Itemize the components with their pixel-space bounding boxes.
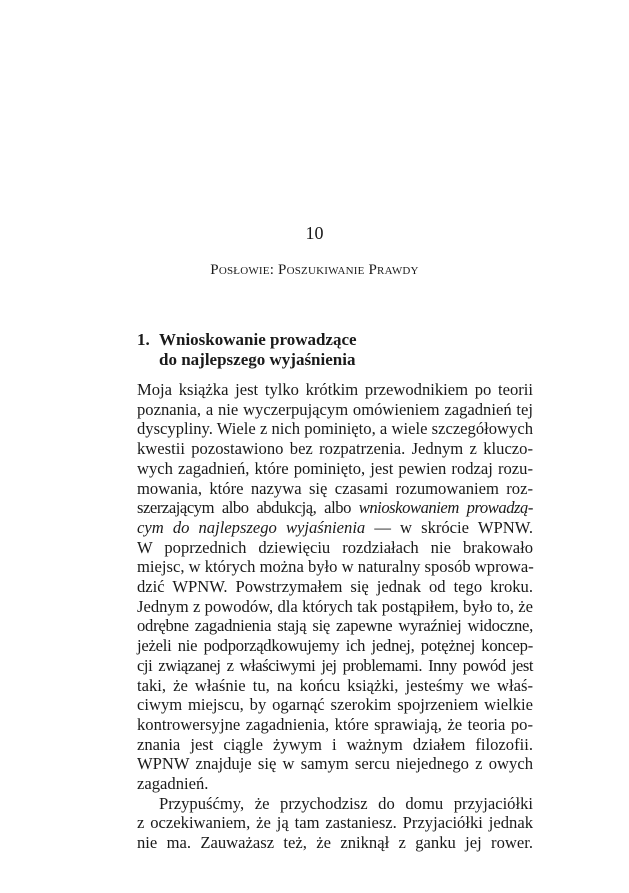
text-line: taki, że właśnie tu, na końcu książki, jesteśmy we właś- xyxy=(137,675,533,695)
text-line: znania jest ciągle żywym i ważnym działem filozofii. xyxy=(137,734,533,754)
text-line xyxy=(137,518,533,538)
text-line: WPNW znajduje się w samym sercu niejednego z owych xyxy=(137,754,533,774)
section-heading xyxy=(137,330,557,370)
text-line: W poprzednich dziewięciu rozdziałach nie brakowało xyxy=(137,537,533,557)
text-line: wych zagadnień, które pominięto, jest pewien rodzaj rozu- xyxy=(137,458,533,478)
text-line: Przypuśćmy, że przychodzisz do domu przyjaciółki xyxy=(159,793,533,813)
text-line: cji związanej z właściwymi jej problemami. Inny powód jest xyxy=(137,655,533,675)
section-number: 1. xyxy=(137,330,150,349)
section-title-line-1: Wnioskowanie prowadzące xyxy=(159,330,357,349)
text-line: jeżeli nie podporządkowujemy ich jednej, potężnej koncep- xyxy=(137,636,533,656)
text-line: z oczekiwaniem, że ją tam zastaniesz. Przyjaciółki jednak xyxy=(137,813,533,833)
text-line: mowania, które nazywa się czasami rozumowaniem roz- xyxy=(137,478,533,498)
text-line: odrębne zagadnienia stają się zapewne wyraźniej widoczne, xyxy=(137,616,533,636)
chapter-number: 10 xyxy=(305,223,324,243)
section-title-line-2: do najlepszego wyjaśnienia xyxy=(159,350,356,369)
emphasis-text: wnioskowaniem prowadzą- xyxy=(358,498,533,518)
text-segment: — w skrócie WPNW. xyxy=(365,517,533,537)
text-segment: szerzającym albo abdukcją, albo xyxy=(137,498,359,518)
text-line: dzić WPNW. Powstrzymałem się jednak od tego kroku. xyxy=(137,577,533,597)
body-text xyxy=(137,380,533,853)
text-line: dyscypliny. Wiele z nich pominięto, a wiele szczegółowych xyxy=(137,419,533,439)
text-line: Jednym z powodów, dla których tak postąpiłem, było to, że xyxy=(137,596,533,616)
text-line: Moja książka jest tylko krótkim przewodnikiem po teorii xyxy=(137,380,533,399)
text-line: miejsc, w których można było w naturalny sposób wprowa- xyxy=(137,557,534,577)
text-line: nie ma. Zauważasz też, że zniknął z ganku jej rower. xyxy=(137,833,533,853)
text-line: kontrowersyjne zagadnienia, które sprawiają, że teoria po- xyxy=(137,714,533,734)
text-line: ciwym miejscu, by ogarnąć szerokim spojrzeniem wielkie xyxy=(137,695,533,715)
chapter-title: Posłowie: Poszukiwanie Prawdy xyxy=(210,262,419,278)
text-line: zagadnień. xyxy=(137,774,209,794)
emphasis-text: cym do najlepszego wyjaśnienia xyxy=(137,517,366,537)
text-line: poznania, a nie wyczerpującym omówieniem zagadnień tej xyxy=(137,399,533,419)
text-line: kwestii pozostawiono bez rozpatrzenia. Jednym z kluczo- xyxy=(137,439,533,459)
text-line xyxy=(137,498,533,518)
